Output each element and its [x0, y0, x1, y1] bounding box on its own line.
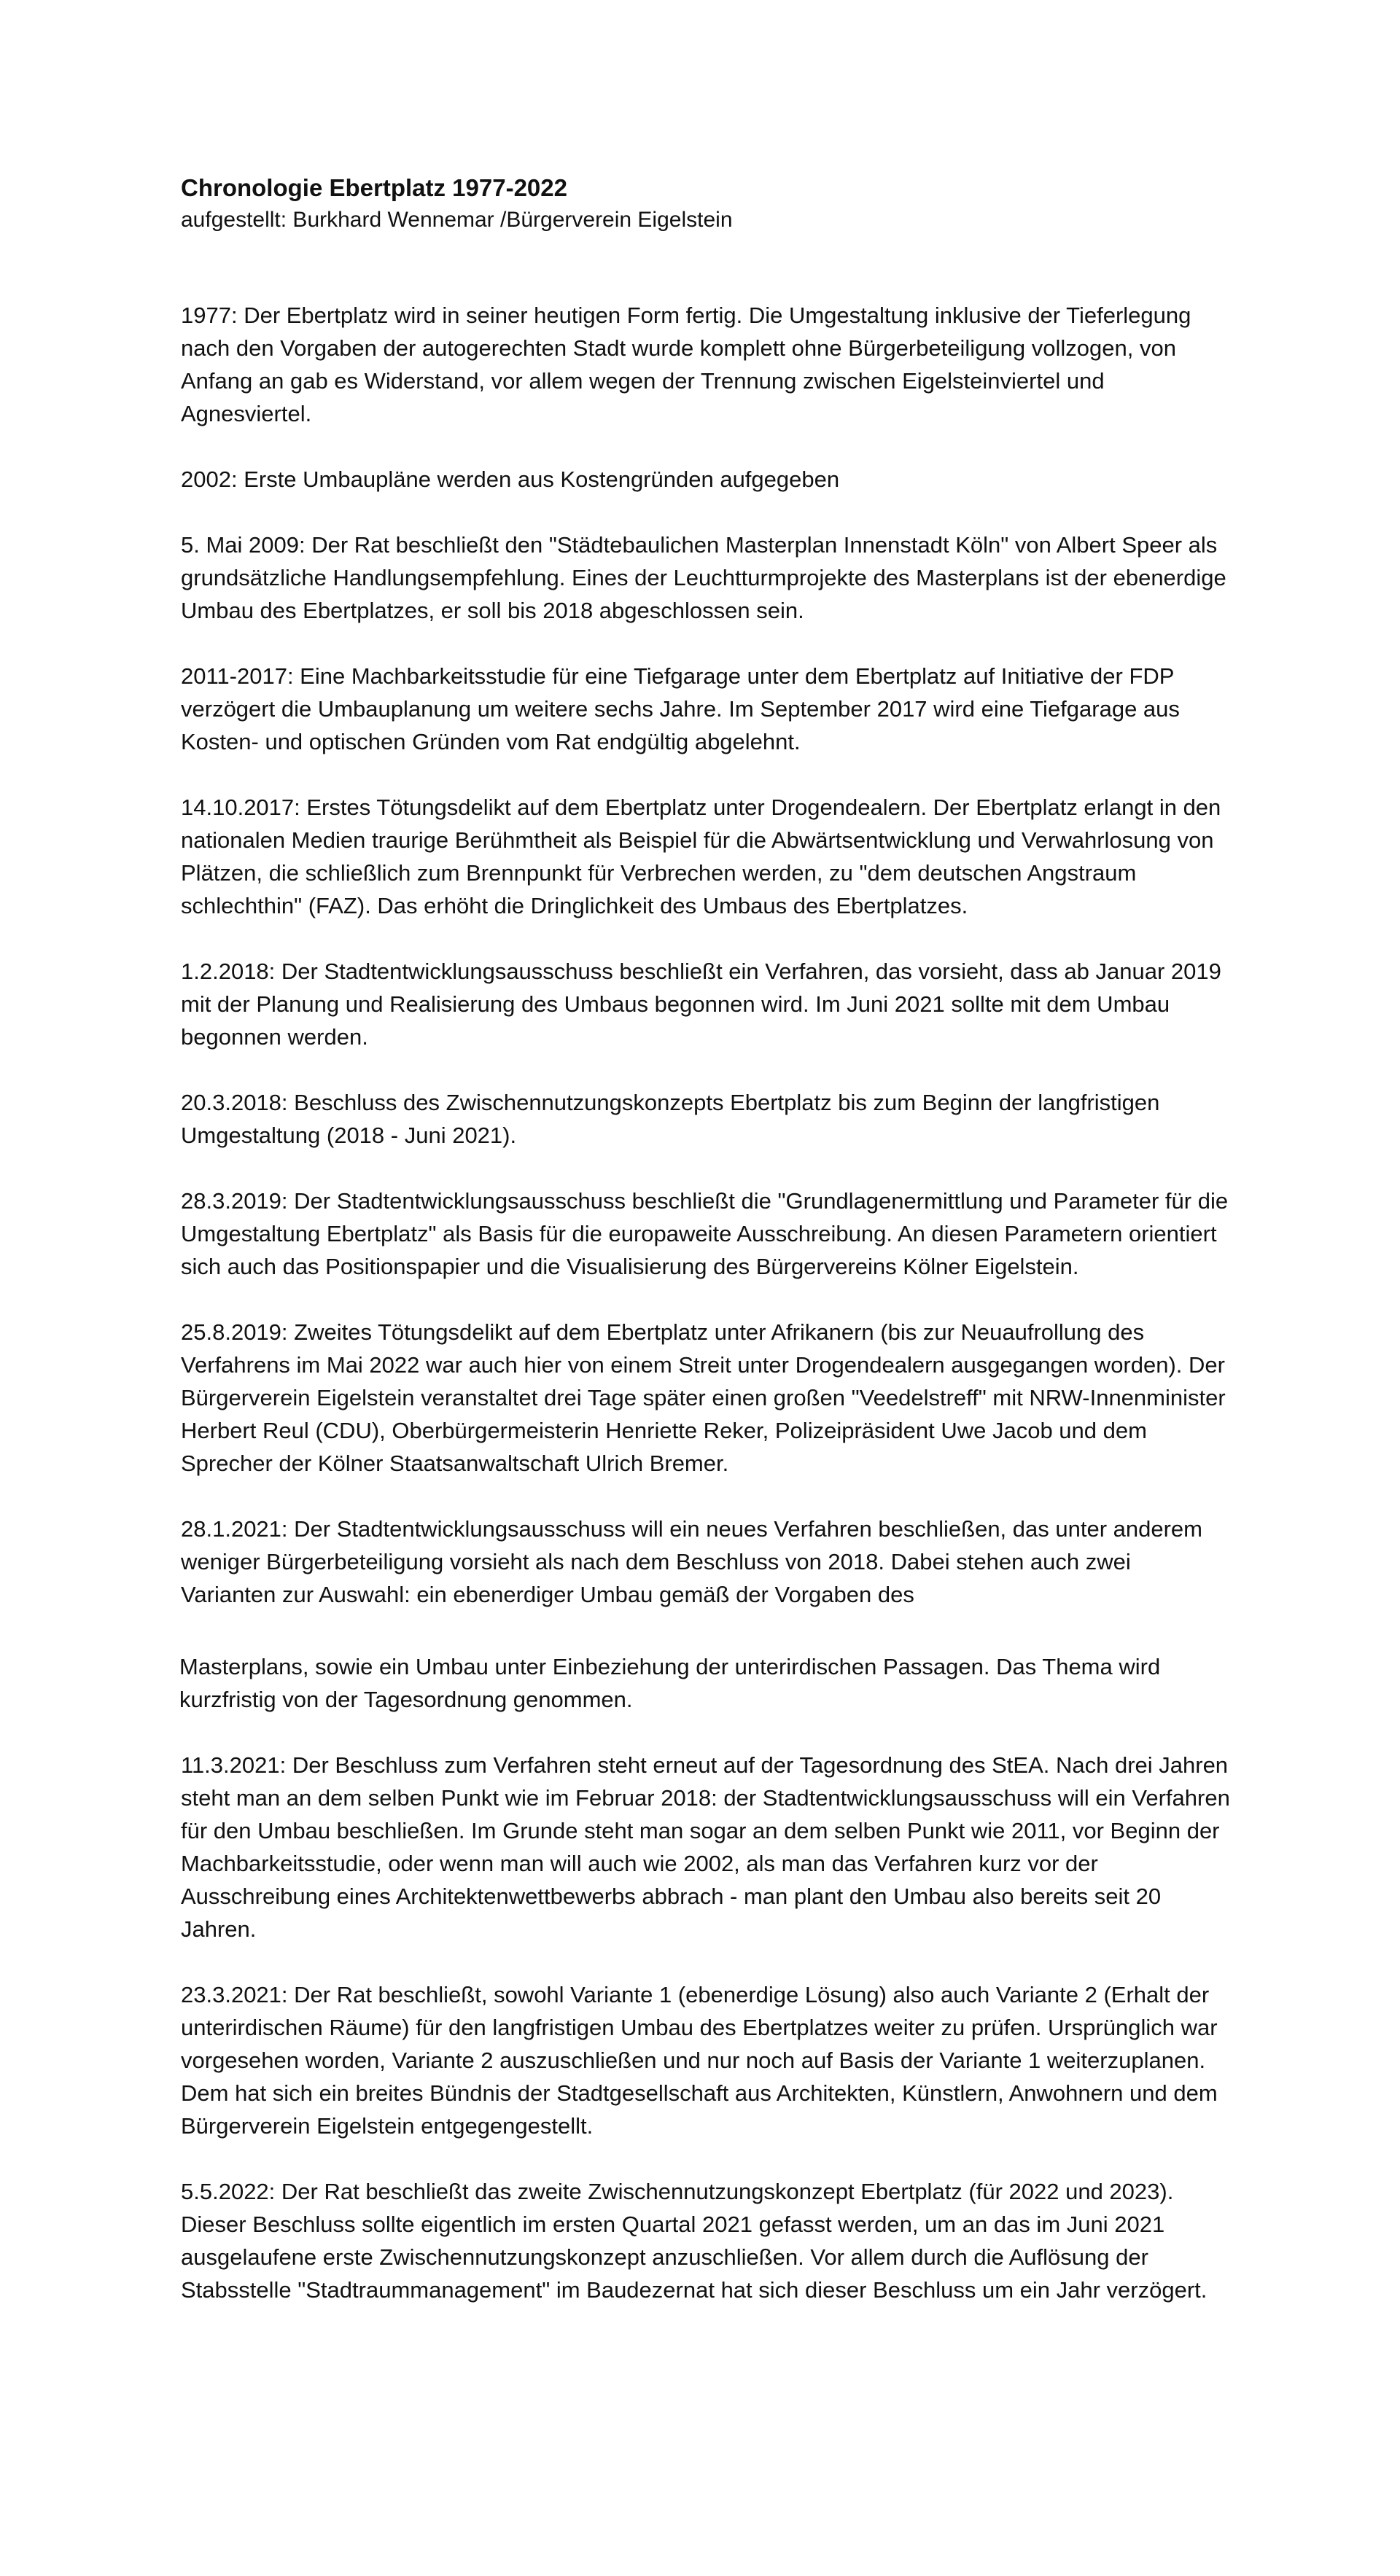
timeline-entry-2019-03-28: 28.3.2019: Der Stadtentwicklungsausschuss beschließt die "Grundlagenermittlung und Parameter für die Umgestaltung Ebertplatz" als Basis für die europaweite Ausschreibung. An diesen Parametern orientiert sich auch das Positionspapier und die Visualisierung des Bürgervereins Kölner Eigelstein. — [181, 1188, 1229, 1279]
timeline-entry-2018-02-01: 1.2.2018: Der Stadtentwicklungsausschuss beschließt ein Verfahren, das vorsieht, dass ab Januar 2019 mit der Planung und Realisierung des Umbaus begonnen wird. Im Juni 2021 sollte mit dem Umbau begonnen werden. — [181, 959, 1221, 1050]
document-page — [181, 172, 1231, 2339]
timeline-entry-2002: 2002: Erste Umbaupläne werden aus Kostengründen aufgegeben — [181, 467, 840, 492]
timeline-entry-2009: 5. Mai 2009: Der Rat beschließt den "Städtebaulichen Masterplan Innenstadt Köln" von Albert Speer als grundsätzliche Handlungsempfehlung. Eines der Leuchtturmprojekte des Masterplans ist der ebenerdige Umbau des Ebertplatzes, er soll bis 2018 abgeschlossen sein. — [181, 532, 1226, 623]
timeline-entry-2022-05-05: 5.5.2022: Der Rat beschließt das zweite Zwischennutzungskonzept Ebertplatz (für 2022 und 2023). Dieser Beschluss sollte eigentlich im ersten Quartal 2021 gefasst werden, um an das im Juni 2021 ausgelaufene erste Zwischennutzungskonzept anzuschließen. Vor allem durch die Auflösung der Stabsstelle "Stadtraummanagement" im Baudezernat hat sich dieser Beschluss um ein Jahr verzögert. — [181, 2179, 1208, 2303]
timeline-entry-2018-03-20: 20.3.2018: Beschluss des Zwischennutzungskonzepts Ebertplatz bis zum Beginn der langfristigen Umgestaltung (2018 - Juni 2021). — [181, 1090, 1160, 1148]
document-title: Chronologie Ebertplatz 1977-2022 — [181, 174, 567, 201]
timeline-entry-2021-03-11: 11.3.2021: Der Beschluss zum Verfahren steht erneut auf der Tagesordnung des StEA. Nach drei Jahren steht man an dem selben Punkt wie im Februar 2018: der Stadtentwicklungsausschuss will ein Verfahren für den Umbau beschließen. Im Grunde steht man sogar an dem selben Punkt wie 2011, vor Beginn der Machbarkeitsstudie, oder wenn man will auch wie 2002, als man das Verfahren kurz vor der Ausschreibung eines Architektenwettbewerbs abbrach - man plant den Umbau also bereits seit 20 Jahren. — [181, 1752, 1230, 1942]
timeline-entry-2019-08-25: 25.8.2019: Zweites Tötungsdelikt auf dem Ebertplatz unter Afrikanern (bis zur Neuaufrollung des Verfahrens im Mai 2022 war auch hier von einem Streit unter Drogendealern ausgegangen worden). Der Bürgerverein Eigelstein veranstaltet drei Tage später einen großen "Veedelstreff" mit NRW-Innenminister Herbert Reul (CDU), Oberbürgermeisterin Henriette Reker, Polizeipräsident Uwe Jacob und dem Sprecher der Kölner Staatsanwaltschaft Ulrich Bremer. — [181, 1319, 1226, 1476]
document-subtitle: aufgestellt: Burkhard Wennemar /Bürgerverein Eigelstein — [181, 208, 733, 232]
timeline-entry-2017-10-14: 14.10.2017: Erstes Tötungsdelikt auf dem Ebertplatz unter Drogendealern. Der Ebertplatz erlangt in den nationalen Medien traurige Berühmtheit als Beispiel für die Abwärtsentwicklung und Verwahrlosung von Plätzen, die schließlich zum Brennpunkt für Verbrechen werden, zu "dem deutschen Angstraum schlechthin" (FAZ). Das erhöht die Dringlichkeit des Umbaus des Ebertplatzes. — [181, 795, 1221, 918]
timeline-entry-2021-01-28-continued: Masterplans, sowie ein Umbau unter Einbeziehung der unterirdischen Passagen. Das Thema wird kurzfristig von der Tagesordnung genommen. — [179, 1654, 1161, 1712]
timeline-entry-2021-01-28: 28.1.2021: Der Stadtentwicklungsausschuss will ein neues Verfahren beschließen, das unter anderem weniger Bürgerbeteiligung vorsieht als nach dem Beschluss von 2018. Dabei stehen auch zwei Varianten zur Auswahl: ein ebenerdiger Umbau gemäß der Vorgaben des — [181, 1516, 1202, 1607]
timeline-entry-2021-03-23: 23.3.2021: Der Rat beschließt, sowohl Variante 1 (ebenerdige Lösung) also auch Variante 2 (Erhalt der unterirdischen Räume) für den langfristigen Umbau des Ebertplatzes weiter zu prüfen. Ursprünglich war vorgesehen worden, Variante 2 auszuschließen und nur noch auf Basis der Variante 1 weiterzuplanen. Dem hat sich ein breites Bündnis der Stadtgesellschaft aus Architekten, Künstlern, Anwohnern und dem Bürgerverein Eigelstein entgegengestellt. — [181, 1982, 1218, 2139]
timeline-entry-1977: 1977: Der Ebertplatz wird in seiner heutigen Form fertig. Die Umgestaltung inklusive der Tieferlegung nach den Vorgaben der autogerechten Stadt wurde komplett ohne Bürgerbeteiligung vollzogen, von Anfang an gab es Widerstand, vor allem wegen der Trennung zwischen Eigelsteinviertel und Agnesviertel. — [181, 303, 1191, 426]
timeline-entry-2011-2017: 2011-2017: Eine Machbarkeitsstudie für eine Tiefgarage unter dem Ebertplatz auf Initiative der FDP verzögert die Umbauplanung um weitere sechs Jahre. Im September 2017 wird eine Tiefgarage aus Kosten- und optischen Gründen vom Rat endgültig abgelehnt. — [181, 663, 1180, 754]
